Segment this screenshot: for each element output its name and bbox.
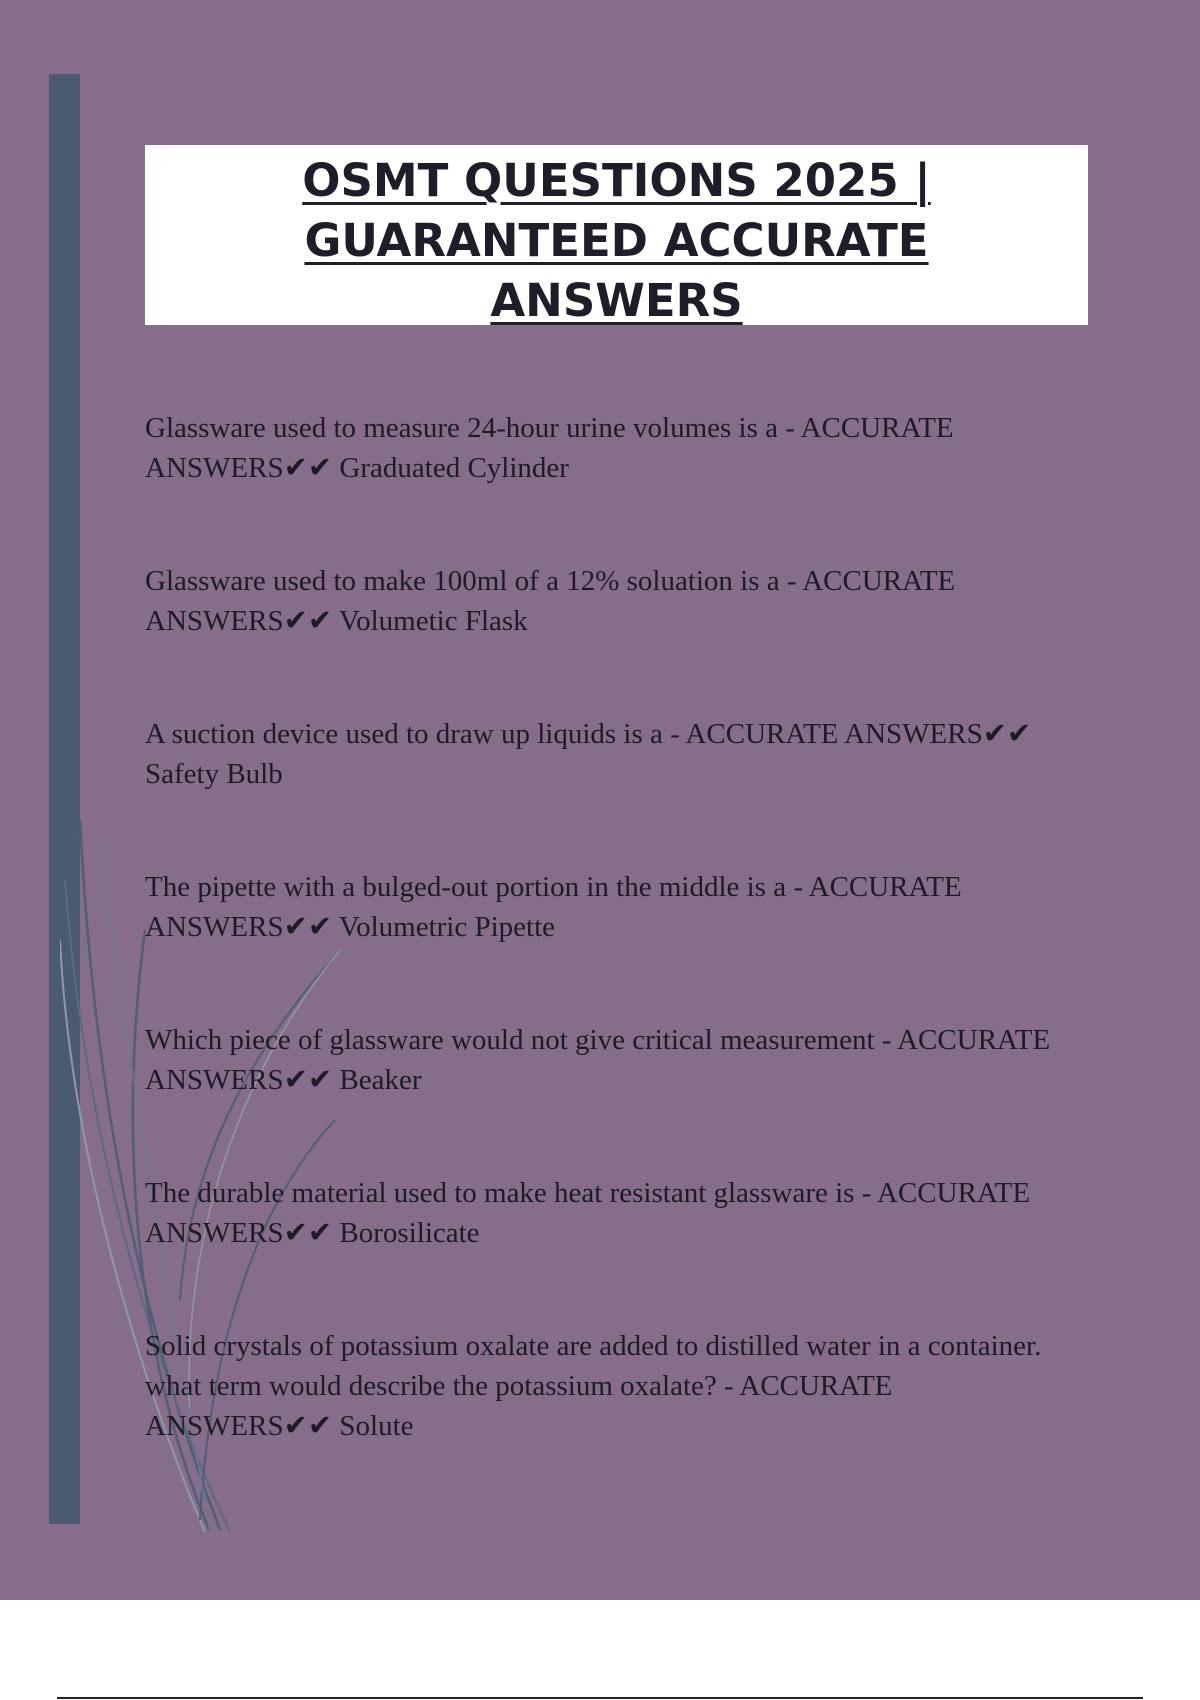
title-line-2: GUARANTEED ACCURATE bbox=[304, 214, 929, 267]
qa-item-5: Which piece of glassware would not give critical measurement - ACCURATE ANSWERS✔✔ Beaker bbox=[145, 1024, 1051, 1096]
qa-item-3: A suction device used to draw up liquids is a - ACCURATE ANSWERS✔✔ Safety Bulb bbox=[145, 718, 1032, 790]
question-answer-list bbox=[145, 408, 1085, 1446]
qa-item-1: Glassware used to measure 24-hour urine volumes is a - ACCURATE ANSWERS✔✔ Graduated Cylinder bbox=[145, 412, 954, 484]
qa-item-7: Solid crystals of potassium oxalate are added to distilled water in a container. what term would describe the potassium oxalate? - ACCURATE ANSWERS✔✔ Solute bbox=[145, 1330, 1042, 1442]
qa-item-4: The pipette with a bulged-out portion in the middle is a - ACCURATE ANSWERS✔✔ Volumetric Pipette bbox=[145, 871, 962, 943]
footer-divider bbox=[57, 1697, 1143, 1699]
title-line-3: ANSWERS bbox=[490, 274, 743, 327]
qa-item-6: The durable material used to make heat resistant glassware is - ACCURATE ANSWERS✔✔ Borosilicate bbox=[145, 1177, 1031, 1249]
title-box bbox=[145, 145, 1088, 325]
qa-item-2: Glassware used to make 100ml of a 12% soluation is a - ACCURATE ANSWERS✔✔ Volumetic Flask bbox=[145, 565, 956, 637]
title-line-1: OSMT QUESTIONS 2025 | bbox=[302, 154, 931, 207]
